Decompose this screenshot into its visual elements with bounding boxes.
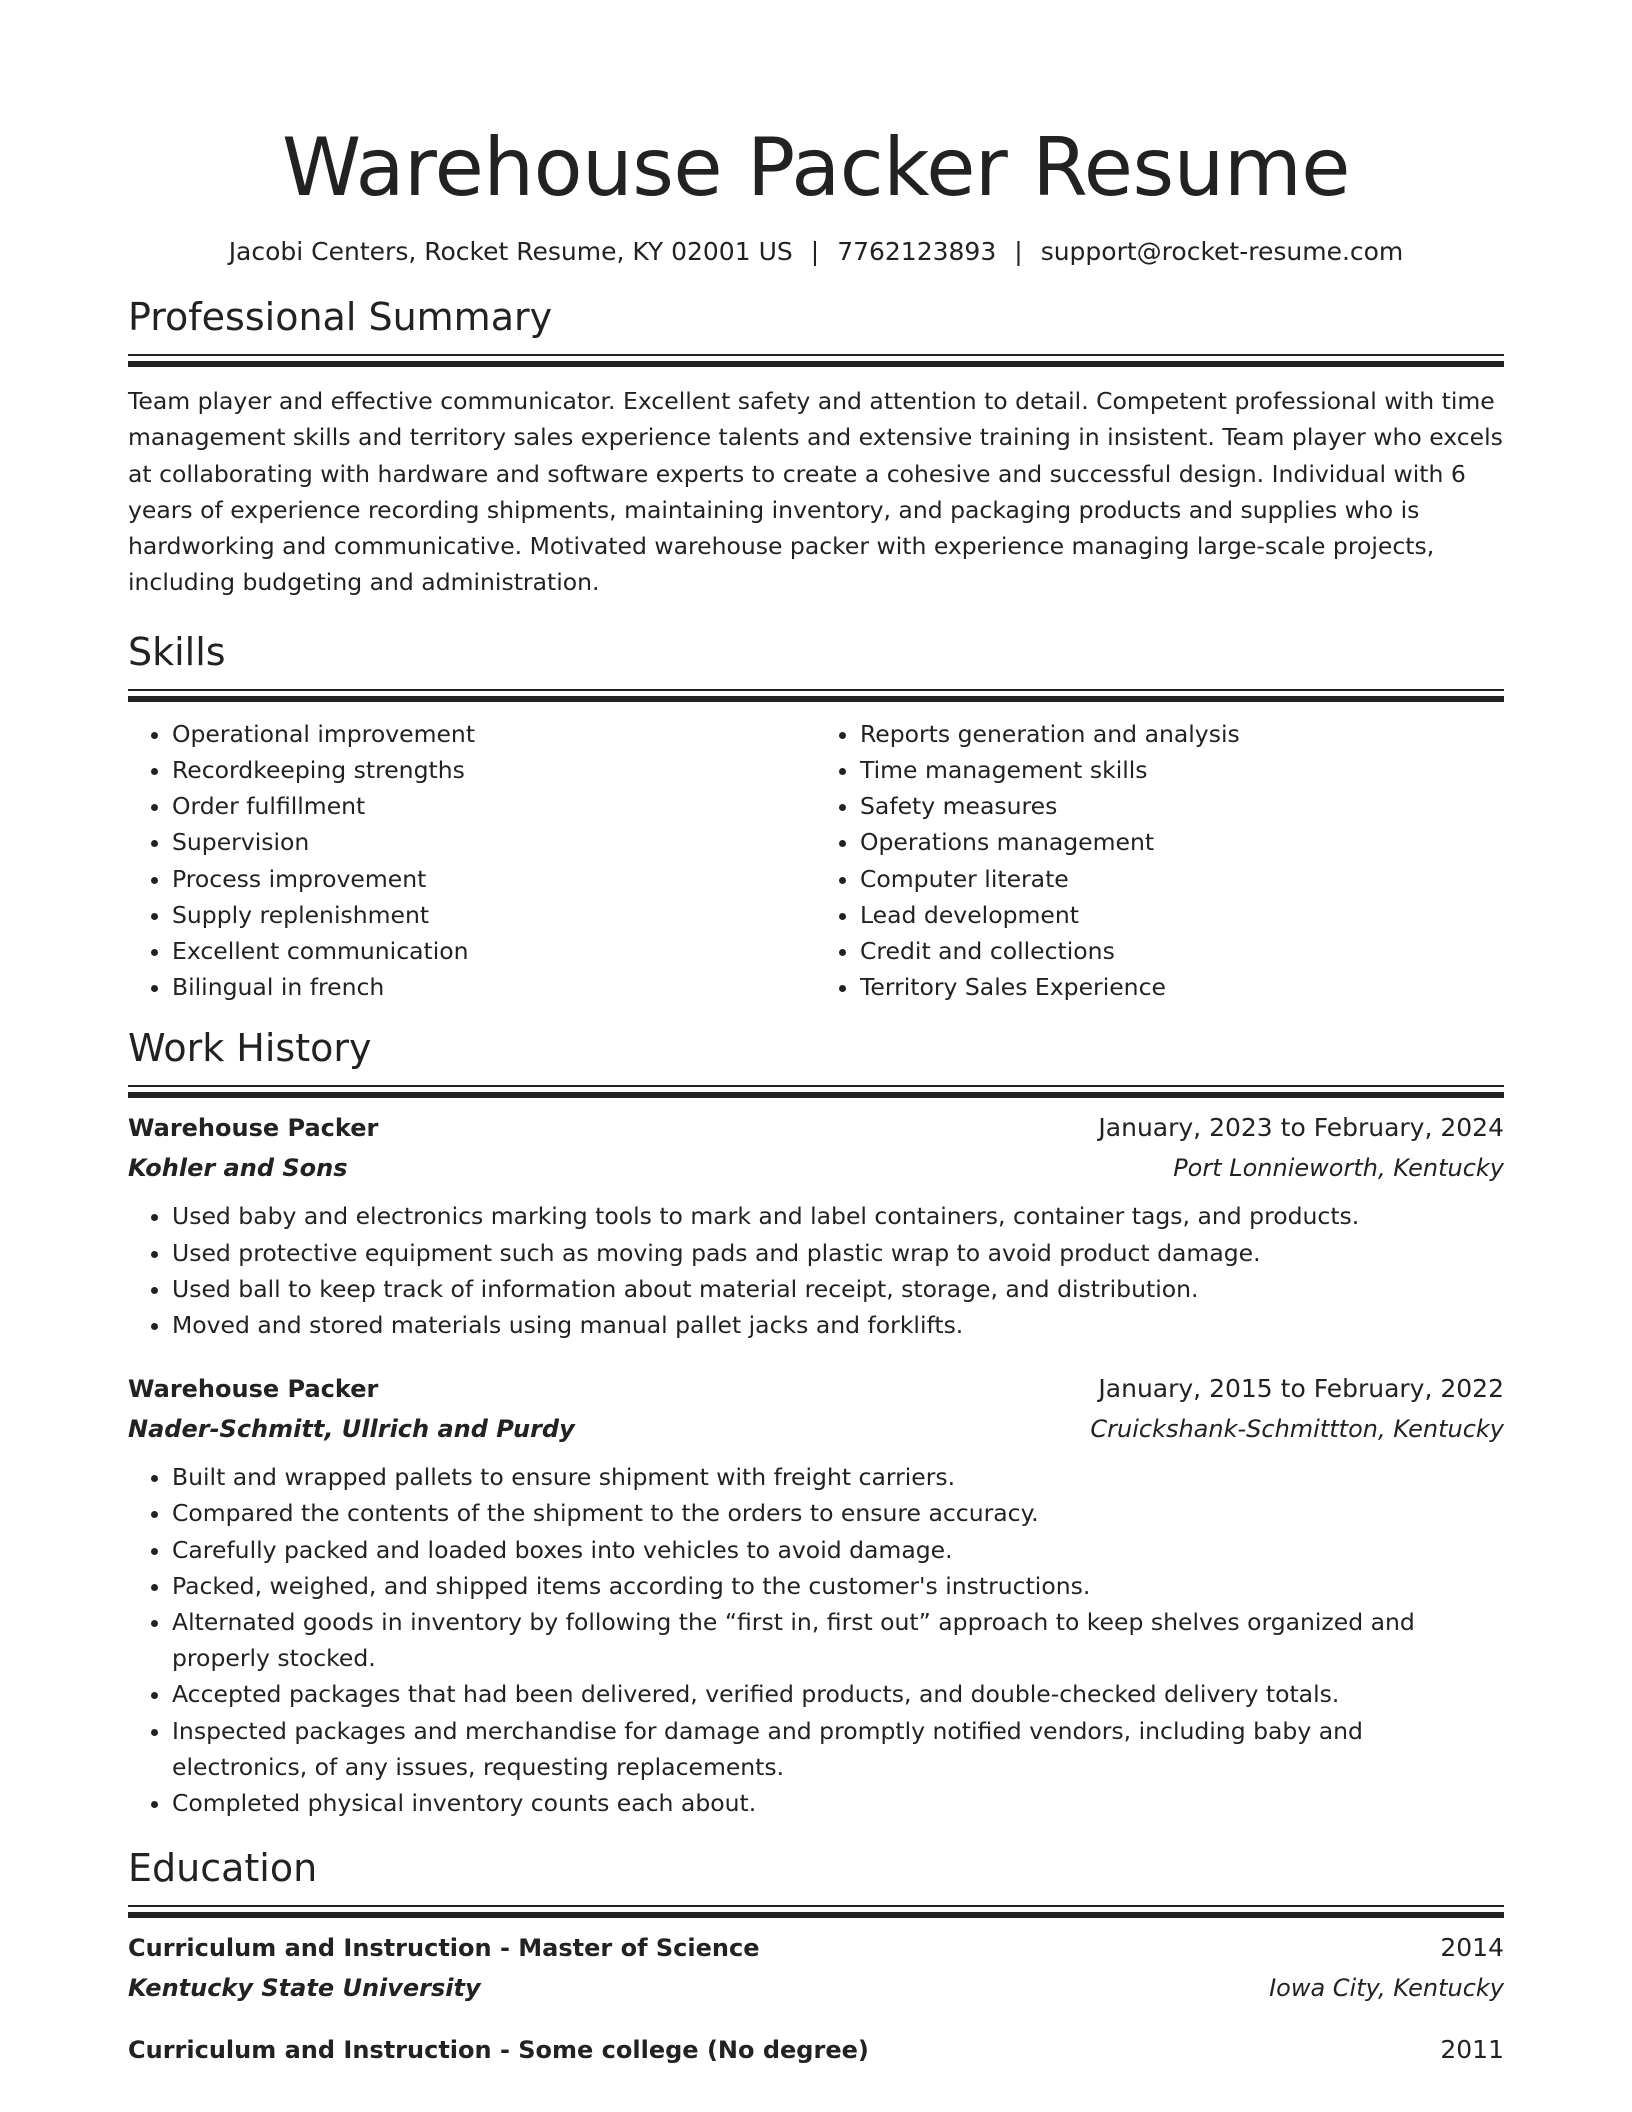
education-header-row	[128, 1928, 1504, 1968]
job-duties-list	[128, 1459, 1504, 1821]
summary-text: Team player and effective communicator. Excellent safety and attention to detail. Competent professional with time management skills and territory sales experience talents and extensive training in insistent. Team player who excels at collaborating with hardware and software experts to create a cohesive and successful design. Individual with 6 years of experience recording shipments, maintaining inventory, and packaging products and supplies who is hardworking and communicative. Motivated warehouse packer with experience managing large-scale projects, including budgeting and administration.	[128, 387, 1503, 597]
job-header-row	[128, 1369, 1504, 1409]
job-company: Kohler and Sons	[128, 1154, 348, 1183]
job-company-row	[128, 1148, 1504, 1188]
education-heading: Education	[128, 1846, 318, 1891]
section-divider	[128, 1085, 1504, 1098]
job-title: Warehouse Packer	[128, 1375, 379, 1404]
job-dates: January, 2015 to February, 2022	[1098, 1374, 1504, 1404]
skill-item: • Reports generation and analysis	[860, 716, 1504, 752]
section-divider	[128, 354, 1504, 367]
education-location: Iowa City, Kentucky	[1269, 1974, 1504, 2003]
skill-item: • Computer literate	[860, 861, 1504, 897]
contact-line	[128, 234, 1504, 270]
summary-section	[128, 292, 1504, 601]
summary-heading: Professional Summary	[128, 295, 553, 339]
job-location: Cruickshank-Schmittton, Kentucky	[1090, 1415, 1504, 1444]
education-entry	[128, 2030, 1504, 2070]
skills-right-list	[816, 716, 1504, 1006]
job-duty: • Built and wrapped pallets to ensure shipment with freight carriers.	[172, 1459, 1504, 1495]
skill-item: • Recordkeeping strengths	[172, 752, 816, 788]
resume-title: Warehouse Packer Resume	[282, 121, 1350, 214]
work-history-section	[128, 1023, 1504, 1821]
job-header-row	[128, 1108, 1504, 1148]
job-duty: • Packed, weighed, and shipped items according to the customer's instructions.	[172, 1568, 1504, 1604]
contact-separator: |	[810, 237, 820, 266]
skill-item: • Territory Sales Experience	[860, 969, 1504, 1005]
job-duty: • Inspected packages and merchandise for damage and promptly notified vendors, including baby and electronics, of any issues, requesting replacements.	[172, 1713, 1504, 1785]
education-degree: Curriculum and Instruction - Some college (No degree)	[128, 2036, 869, 2065]
skill-item: • Order fulfillment	[172, 788, 816, 824]
job-duty: • Alternated goods in inventory by following the “first in, first out” approach to keep shelves organized and properly stocked.	[172, 1604, 1504, 1676]
job-duty: • Completed physical inventory counts each about.	[172, 1785, 1504, 1821]
job-company: Nader-Schmitt, Ullrich and Purdy	[128, 1415, 575, 1444]
skill-item: • Bilingual in french	[172, 969, 816, 1005]
education-entry	[128, 1928, 1504, 2008]
skill-item: • Lead development	[860, 897, 1504, 933]
job-duty: • Used protective equipment such as moving pads and plastic wrap to avoid product damage.	[172, 1235, 1504, 1271]
skill-item: • Process improvement	[172, 861, 816, 897]
work-history-heading: Work History	[128, 1026, 372, 1071]
skills-columns	[128, 716, 1504, 1006]
skill-item: • Time management skills	[860, 752, 1504, 788]
contact-address: Jacobi Centers, Rocket Resume, KY 02001 US	[228, 237, 793, 266]
skills-heading: Skills	[128, 629, 226, 674]
education-degree: Curriculum and Instruction - Master of Science	[128, 1934, 760, 1963]
skill-item: • Operational improvement	[172, 716, 816, 752]
job-entry	[128, 1108, 1504, 1343]
education-year: 2011	[1440, 2035, 1504, 2065]
skill-item: • Excellent communication	[172, 933, 816, 969]
skill-item: • Supervision	[172, 824, 816, 860]
job-duty: • Moved and stored materials using manual pallet jacks and forklifts.	[172, 1307, 1504, 1343]
education-school-row	[128, 1968, 1504, 2008]
skills-left-list	[128, 716, 816, 1006]
education-header-row	[128, 2030, 1504, 2070]
job-title: Warehouse Packer	[128, 1114, 379, 1143]
job-location: Port Lonnieworth, Kentucky	[1173, 1154, 1504, 1183]
skill-item: • Safety measures	[860, 788, 1504, 824]
section-divider	[128, 1905, 1504, 1918]
contact-phone: 7762123893	[837, 237, 997, 266]
skill-item: • Supply replenishment	[172, 897, 816, 933]
contact-separator: |	[1014, 237, 1023, 266]
job-duty: • Accepted packages that had been delivered, verified products, and double-checked delivery totals.	[172, 1676, 1504, 1712]
skills-section	[128, 627, 1504, 1006]
job-company-row	[128, 1409, 1504, 1449]
contact-email: support@rocket-resume.com	[1040, 237, 1404, 266]
education-school: Kentucky State University	[128, 1974, 481, 2003]
job-entry	[128, 1369, 1504, 1821]
skill-item: • Operations management	[860, 824, 1504, 860]
job-duty: • Carefully packed and loaded boxes into vehicles to avoid damage.	[172, 1532, 1504, 1568]
job-duty: • Used baby and electronics marking tools to mark and label containers, container tags, and products.	[172, 1198, 1504, 1234]
job-duties-list	[128, 1198, 1504, 1343]
education-section	[128, 1843, 1504, 2070]
education-year: 2014	[1440, 1933, 1504, 1963]
skill-item: • Credit and collections	[860, 933, 1504, 969]
job-dates: January, 2023 to February, 2024	[1098, 1113, 1504, 1143]
job-duty: • Used ball to keep track of information about material receipt, storage, and distribution.	[172, 1271, 1504, 1307]
job-duty: • Compared the contents of the shipment to the orders to ensure accuracy.	[172, 1495, 1504, 1531]
section-divider	[128, 689, 1504, 702]
